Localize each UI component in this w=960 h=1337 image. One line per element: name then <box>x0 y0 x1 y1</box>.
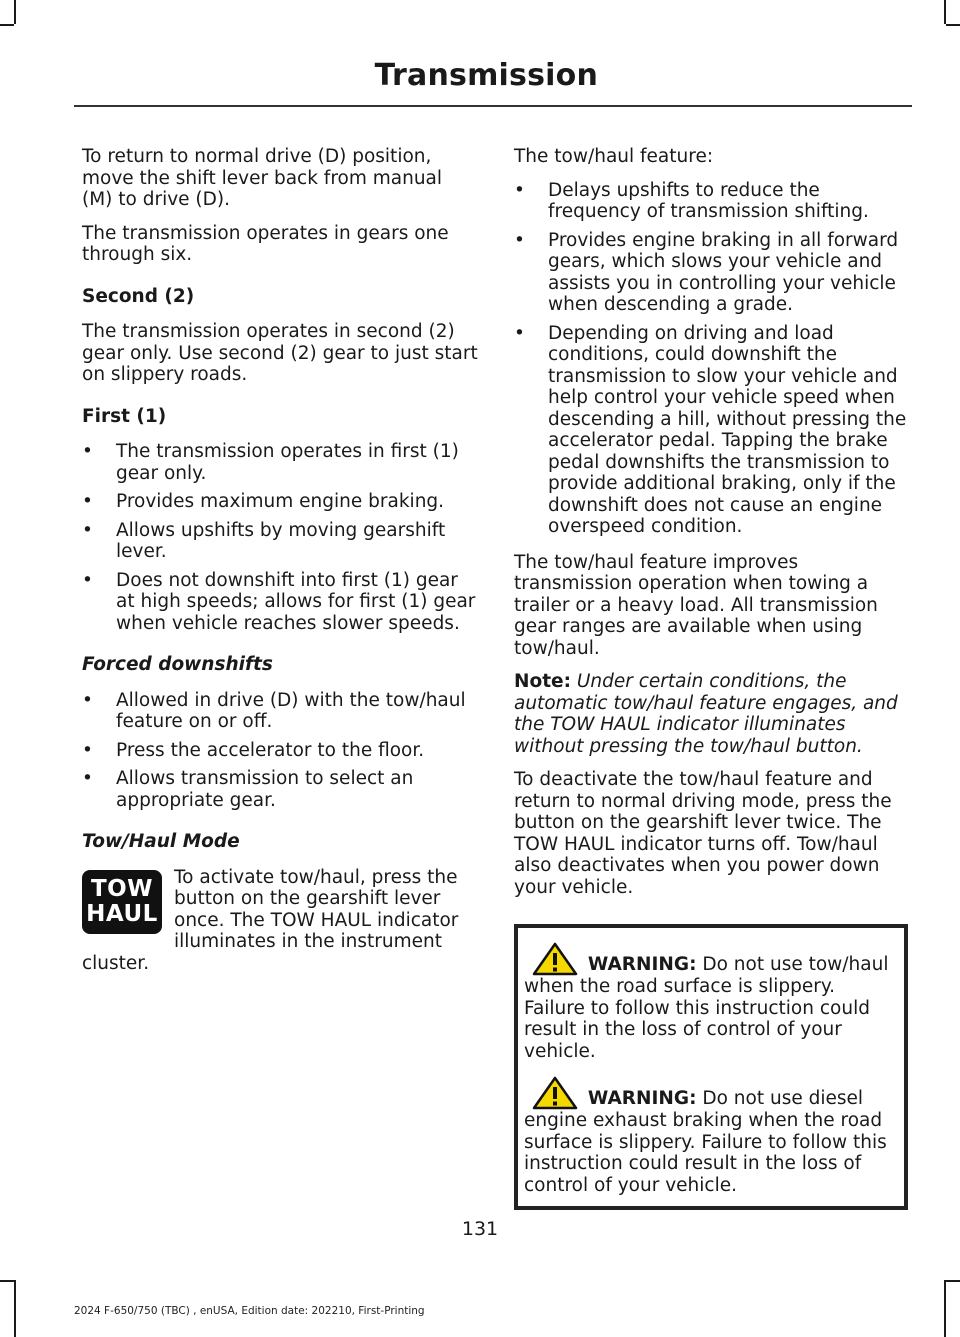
paragraph: To deactivate the tow/haul feature and return to normal driving mode, press the button on the gearshift lever twice. The TOW HAUL indicator turns off. Tow/haul also deactivates when you power down your vehicle. <box>514 769 892 898</box>
paragraph: To activate tow/haul, press the button on the gearshift lever once. The TOW HAUL indicator illuminates in the instrument cluster. <box>82 866 459 974</box>
bullet-icon: • <box>82 441 93 462</box>
warning-label: WARNING: <box>587 1088 697 1109</box>
note-label: Note: <box>514 671 571 692</box>
list-item: • Press the accelerator to the floor. <box>82 739 425 761</box>
bullet-list <box>82 441 478 634</box>
list-item: • Allows upshifts by moving gearshift lever. <box>82 519 446 562</box>
list-item: • Does not downshift into first (1) gear at high speeds; allows for first (1) gear when vehicle reaches slower speeds. <box>82 569 476 634</box>
list-item: • The transmission operates in first (1) gear only. <box>82 441 459 484</box>
crop-mark <box>946 1280 960 1282</box>
crop-mark <box>14 0 16 24</box>
warning-item <box>524 1076 898 1196</box>
list-item: • Allows transmission to select an appropriate gear. <box>82 768 414 811</box>
paragraph: The transmission operates in second (2) gear only. Use second (2) gear to just start on slippery roads. <box>82 321 478 385</box>
bullet-icon: • <box>82 768 93 789</box>
warning-box <box>514 924 908 1210</box>
paragraph: The tow/haul feature improves transmission operation when towing a trailer or a heavy load. All transmission gear ranges are available when using tow/haul. <box>514 551 878 659</box>
note-text: Under certain conditions, the automatic tow/haul feature engages, and the TOW HAUL indicator illuminates without pressing the tow/haul button. <box>514 671 898 757</box>
warning-triangle-icon <box>532 1076 578 1110</box>
crop-mark <box>0 1280 14 1282</box>
bullet-icon: • <box>514 229 525 251</box>
crop-mark <box>944 1280 946 1337</box>
bullet-icon: • <box>514 179 525 201</box>
bullet-icon: • <box>82 739 93 761</box>
tow-haul-icon: TOW HAUL <box>82 870 162 934</box>
list-item: • Depending on driving and load conditions, could downshift the transmission to slow your vehicle and help control your vehicle speed when descending a hill, without pressing the accelerator pedal. Tapping the brake pedal downshifts the transmission to provide additional braking, only if the downshift does not cause an engine overspeed condition. <box>514 322 907 537</box>
bullet-icon: • <box>82 491 93 512</box>
list-item: • Provides maximum engine braking. <box>82 491 445 512</box>
left-column <box>82 146 478 974</box>
section-heading-first: First (1) <box>82 405 167 427</box>
paragraph: The tow/haul feature: <box>514 146 714 167</box>
warning-triangle-icon <box>532 942 578 976</box>
section-heading-second: Second (2) <box>82 285 195 307</box>
warning-label: WARNING: <box>587 954 697 975</box>
bullet-icon: • <box>514 322 525 344</box>
tow-haul-block <box>82 867 478 975</box>
footer-edition: 2024 F-650/750 (TBC) , enUSA, Edition date: 202210, First-Printing <box>74 1305 425 1317</box>
warning-text: Do not use diesel engine exhaust braking when the road surface is slippery. Failure to follow this instruction could result in the loss of control of your vehicle. <box>524 1088 887 1196</box>
right-column <box>514 146 908 1210</box>
list-item: • Provides engine braking in all forward gears, which slows your vehicle and assists you in controlling your vehicle when descending a grade. <box>514 229 899 315</box>
warning-item <box>524 942 898 1062</box>
note <box>514 671 908 757</box>
paragraph: To return to normal drive (D) position, move the shift lever back from manual (M) to drive (D). <box>82 146 443 210</box>
header-divider <box>74 105 912 107</box>
bullet-list <box>82 690 478 812</box>
paragraph: The transmission operates in gears one through six. <box>82 222 449 265</box>
section-heading-forced-downshifts: Forced downshifts <box>82 654 273 675</box>
bullet-icon: • <box>82 519 93 541</box>
crop-mark <box>946 24 960 26</box>
page-number: 131 <box>461 1218 499 1240</box>
bullet-icon: • <box>82 569 93 591</box>
warning-text: Do not use tow/haul when the road surface is slippery. Failure to follow this instruction could result in the loss of control of your vehicle. <box>524 954 889 1062</box>
list-item: • Delays upshifts to reduce the frequency of transmission shifting. <box>514 179 869 222</box>
bullet-icon: • <box>82 689 93 711</box>
bullet-list <box>514 180 908 538</box>
crop-mark <box>944 0 946 24</box>
section-heading-tow-haul-mode: Tow/Haul Mode <box>82 831 240 852</box>
page-title: Transmission <box>374 58 598 93</box>
crop-mark <box>0 24 14 26</box>
list-item: • Allowed in drive (D) with the tow/haul feature on or off. <box>82 689 466 732</box>
crop-mark <box>14 1280 16 1337</box>
